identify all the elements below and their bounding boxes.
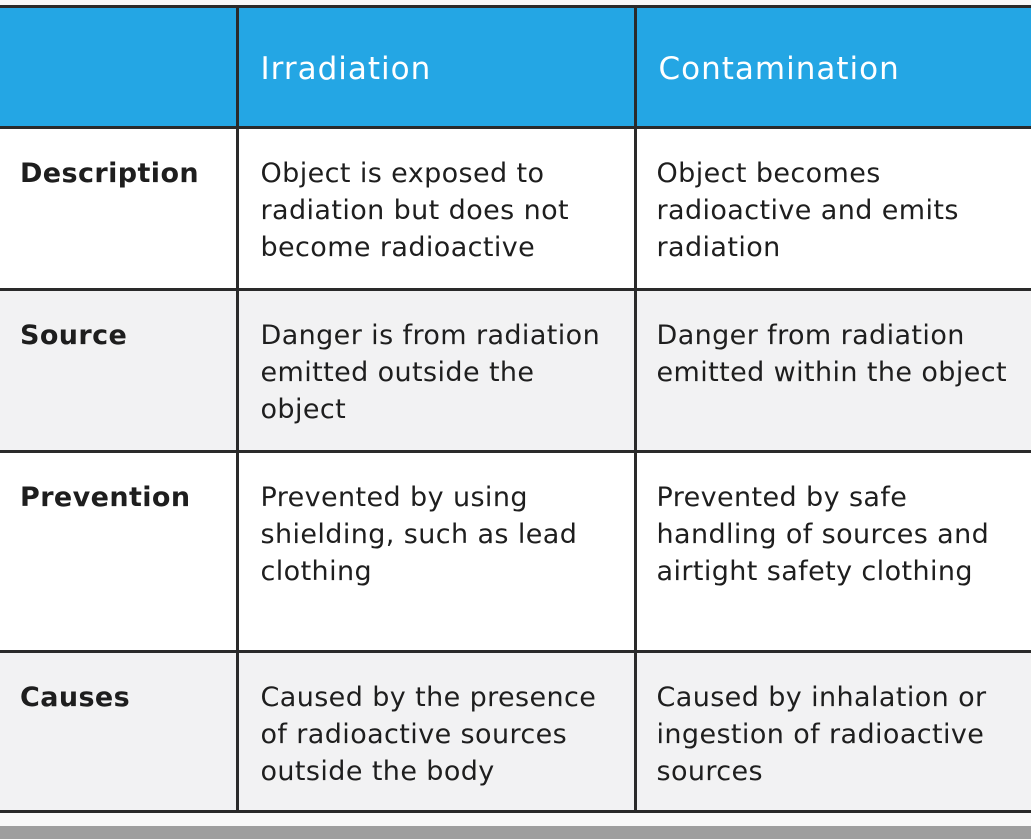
row-label-source: Source	[20, 320, 128, 351]
irradiation-cell	[237, 452, 635, 652]
contamination-cell	[635, 128, 1031, 290]
description-irradiation-text: Object is exposed to radiation but does not become radioactive	[260, 158, 569, 263]
source-contamination-text: Danger from radiation emitted within the object	[656, 320, 1007, 388]
comparison-table	[0, 5, 1031, 813]
header-corner-cell	[0, 7, 237, 128]
causes-contamination-text: Caused by inhalation or ingestion of radioactive sources	[656, 682, 987, 787]
irradiation-cell	[237, 652, 635, 812]
table-row-description	[0, 128, 1031, 290]
table-row-source	[0, 290, 1031, 452]
source-irradiation-text: Danger is from radiation emitted outside the object	[260, 320, 601, 425]
row-label-cell	[0, 128, 237, 290]
row-label-causes: Causes	[20, 682, 131, 713]
header-irradiation	[237, 7, 635, 128]
contamination-cell	[635, 452, 1031, 652]
row-label-cell	[0, 452, 237, 652]
row-label-cell	[0, 652, 237, 812]
irradiation-cell	[237, 128, 635, 290]
contamination-cell	[635, 652, 1031, 812]
header-contamination	[635, 7, 1031, 128]
row-label-description: Description	[20, 158, 200, 189]
header-contamination-label: Contamination	[658, 51, 900, 87]
prevention-irradiation-text: Prevented by using shielding, such as lead clothing	[260, 482, 578, 587]
table-header-row	[0, 7, 1031, 128]
row-label-prevention: Prevention	[20, 482, 191, 513]
row-label-cell	[0, 290, 237, 452]
header-irradiation-label: Irradiation	[260, 51, 432, 87]
contamination-cell	[635, 290, 1031, 452]
description-contamination-text: Object becomes radioactive and emits radiation	[656, 158, 959, 263]
prevention-contamination-text: Prevented by safe handling of sources and airtight safety clothing	[656, 482, 990, 587]
causes-irradiation-text: Caused by the presence of radioactive sources outside the body	[260, 682, 597, 787]
table-row-causes	[0, 652, 1031, 812]
irradiation-cell	[237, 290, 635, 452]
table-row-prevention	[0, 452, 1031, 652]
bottom-scroll-strip	[0, 826, 1031, 839]
